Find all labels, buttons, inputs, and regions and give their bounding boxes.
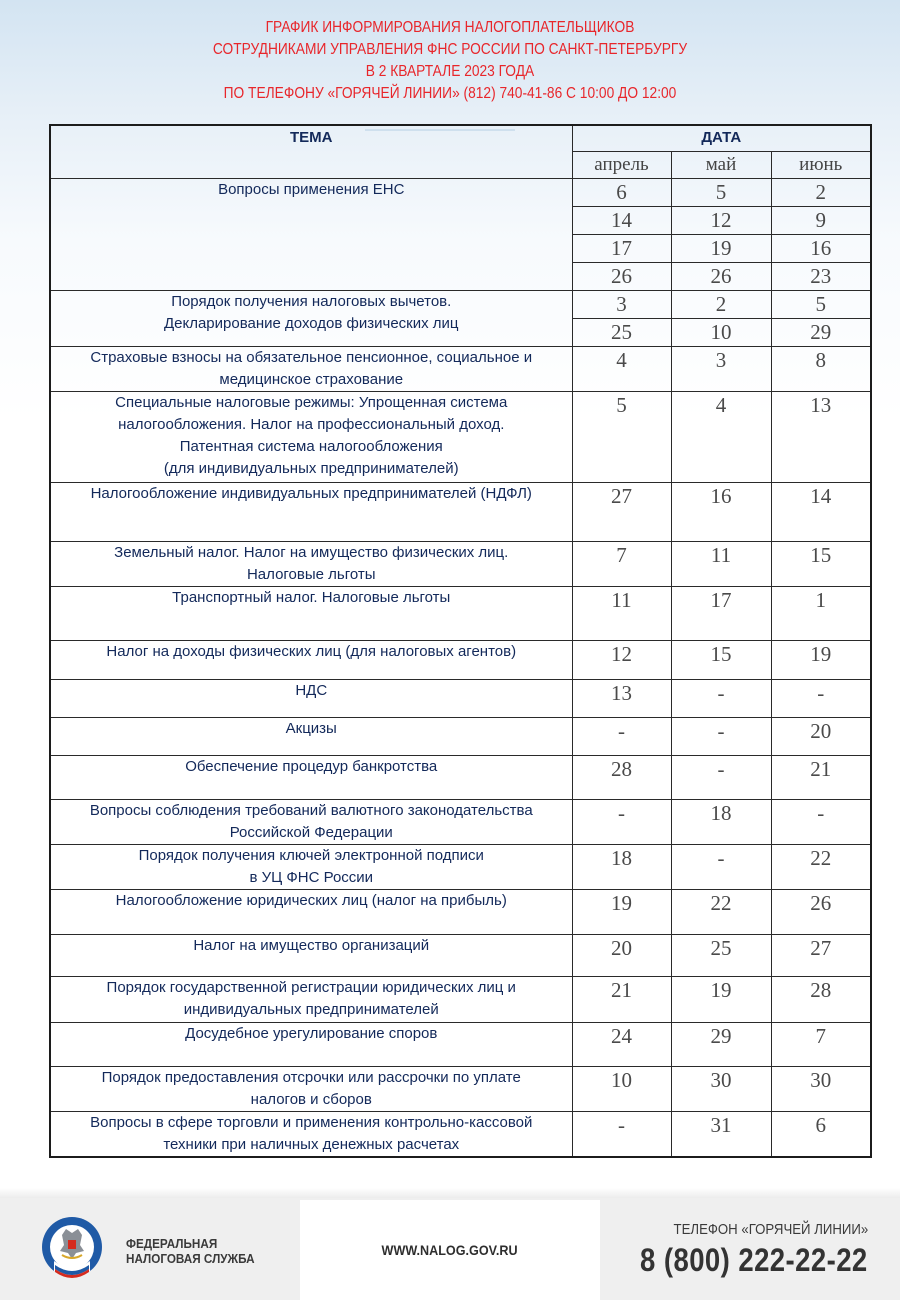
date-cell-may: 12 — [671, 206, 771, 234]
table-row — [50, 640, 871, 679]
topic-cell — [50, 844, 572, 889]
date-cell-may: 3 — [671, 346, 771, 391]
date-cell-april: - — [572, 799, 671, 844]
date-cell-june: 15 — [771, 541, 871, 586]
topic-cell — [50, 1066, 572, 1111]
table-row — [50, 755, 871, 799]
header-decoration-line — [365, 129, 515, 131]
org-name-line2: НАЛОГОВАЯ СЛУЖБА — [126, 1251, 255, 1266]
topic-cell — [50, 934, 572, 976]
topic-line: Земельный налог. Налог на имущество физических лиц. — [114, 543, 509, 561]
topic-line: Страховые взносы на обязательное пенсионное, социальное и — [90, 348, 533, 366]
date-cell-april: - — [572, 1111, 671, 1157]
topic-line: Порядок предоставления отсрочки или рассрочки по уплате — [101, 1068, 521, 1086]
topic-cell — [50, 391, 572, 482]
topic-line: в УЦ ФНС России — [249, 868, 374, 886]
date-cell-may: 11 — [671, 541, 771, 586]
date-cell-april: 3 — [572, 290, 671, 318]
date-cell-may: 15 — [671, 640, 771, 679]
table-row — [50, 586, 871, 640]
date-cell-june: - — [771, 799, 871, 844]
date-cell-may: 5 — [671, 178, 771, 206]
topic-line: (для индивидуальных предпринимателей) — [163, 459, 459, 477]
table-row — [50, 1111, 871, 1157]
date-cell-june: 20 — [771, 717, 871, 755]
date-cell-april: 6 — [572, 178, 671, 206]
date-cell-april: 17 — [572, 234, 671, 262]
date-cell-april: 12 — [572, 640, 671, 679]
topic-line: Декларирование доходов физических лиц — [163, 314, 459, 332]
date-cell-may: 26 — [671, 262, 771, 290]
title-line-1: ГРАФИК ИНФОРМИРОВАНИЯ НАЛОГОПЛАТЕЛЬЩИКОВ — [265, 19, 635, 36]
footer — [0, 1198, 900, 1300]
date-cell-may: - — [671, 679, 771, 717]
topic-line: Порядок получения ключей электронной подписи — [138, 846, 484, 864]
table-row — [50, 1022, 871, 1066]
date-cell-june: 7 — [771, 1022, 871, 1066]
topic-cell — [50, 889, 572, 934]
column-header-date: ДАТА — [572, 125, 871, 151]
title-line-3: В 2 КВАРТАЛЕ 2023 ГОДА — [365, 63, 535, 80]
fns-emblem-icon — [40, 1215, 104, 1283]
date-cell-may: 4 — [671, 391, 771, 482]
table-row — [50, 482, 871, 541]
date-cell-april: 21 — [572, 976, 671, 1022]
topic-line: Патентная система налогообложения — [179, 437, 443, 455]
topic-line: Налоговые льготы — [246, 565, 376, 583]
topic-line: Вопросы в сфере торговли и применения контрольно-кассовой — [90, 1113, 533, 1131]
topic-cell — [50, 1111, 572, 1157]
date-cell-june: 30 — [771, 1066, 871, 1111]
date-cell-june: 23 — [771, 262, 871, 290]
table-row — [50, 976, 871, 1022]
table-row — [50, 391, 871, 482]
topic-cell — [50, 976, 572, 1022]
table-row — [50, 844, 871, 889]
date-cell-june: 27 — [771, 934, 871, 976]
topic-line: техники при наличных денежных расчетах — [163, 1135, 460, 1153]
footer-hotline-block — [600, 1198, 900, 1300]
topic-line: Специальные налоговые режимы: Упрощенная система — [115, 393, 508, 411]
date-cell-june: 9 — [771, 206, 871, 234]
date-cell-may: 17 — [671, 586, 771, 640]
topic-line: Обеспечение процедур банкротства — [185, 757, 438, 775]
topic-line: Акцизы — [285, 719, 337, 737]
column-header-topic: ТЕМА — [50, 125, 572, 178]
date-cell-june: 26 — [771, 889, 871, 934]
date-cell-june: 1 — [771, 586, 871, 640]
date-cell-june: 5 — [771, 290, 871, 318]
date-cell-may: - — [671, 755, 771, 799]
topic-cell — [50, 679, 572, 717]
date-cell-june: 13 — [771, 391, 871, 482]
table-row — [50, 717, 871, 755]
date-cell-june: 16 — [771, 234, 871, 262]
date-cell-may: 29 — [671, 1022, 771, 1066]
title-line-4: ПО ТЕЛЕФОНУ «ГОРЯЧЕЙ ЛИНИИ» (812) 740-41-86 С 10:00 ДО 12:00 — [223, 85, 677, 102]
date-cell-april: 27 — [572, 482, 671, 541]
org-name — [126, 1236, 255, 1266]
date-cell-june: 8 — [771, 346, 871, 391]
date-cell-may: - — [671, 717, 771, 755]
date-cell-may: 22 — [671, 889, 771, 934]
table-row — [50, 541, 871, 586]
topic-cell — [50, 640, 572, 679]
title-line-2: СОТРУДНИКАМИ УПРАВЛЕНИЯ ФНС РОССИИ ПО САНКТ-ПЕТЕРБУРГУ — [212, 41, 688, 58]
topic-line: Порядок получения налоговых вычетов. — [171, 292, 452, 310]
date-cell-april: 18 — [572, 844, 671, 889]
topic-cell — [50, 541, 572, 586]
month-june: июнь — [771, 151, 871, 178]
topic-line: индивидуальных предпринимателей — [183, 1000, 439, 1018]
table-row — [50, 679, 871, 717]
hotline-phone[interactable]: 8 (800) 222-22-22 — [640, 1242, 868, 1278]
topic-line: Порядок государственной регистрации юридических лиц и — [106, 978, 516, 996]
date-cell-june: 19 — [771, 640, 871, 679]
topic-cell — [50, 290, 572, 346]
date-cell-april: 11 — [572, 586, 671, 640]
date-cell-april: 13 — [572, 679, 671, 717]
month-may: май — [671, 151, 771, 178]
topic-line: Транспортный налог. Налоговые льготы — [172, 588, 451, 606]
date-cell-may: 19 — [671, 234, 771, 262]
schedule-table — [49, 124, 872, 1158]
date-cell-may: 19 — [671, 976, 771, 1022]
date-cell-june: 14 — [771, 482, 871, 541]
topic-line: Досудебное урегулирование споров — [185, 1024, 438, 1042]
date-cell-april: 4 — [572, 346, 671, 391]
date-cell-may: 31 — [671, 1111, 771, 1157]
date-cell-may: 10 — [671, 318, 771, 346]
topic-line: Вопросы применения ЕНС — [218, 180, 405, 198]
footer-org-block — [0, 1198, 300, 1300]
month-april: апрель — [572, 151, 671, 178]
topic-line: налогообложения. Налог на профессиональный доход. — [118, 415, 505, 433]
date-cell-april: 10 — [572, 1066, 671, 1111]
date-cell-may: 16 — [671, 482, 771, 541]
date-cell-april: 24 — [572, 1022, 671, 1066]
date-cell-april: 19 — [572, 889, 671, 934]
date-cell-june: 29 — [771, 318, 871, 346]
topic-line: Российской Федерации — [229, 823, 393, 841]
topic-line: Налогообложение индивидуальных предпринимателей (НДФЛ) — [90, 484, 532, 502]
date-cell-april: 14 — [572, 206, 671, 234]
date-cell-june: 21 — [771, 755, 871, 799]
date-cell-april: 7 — [572, 541, 671, 586]
table-row — [50, 346, 871, 391]
date-cell-april: 20 — [572, 934, 671, 976]
date-cell-june: 2 — [771, 178, 871, 206]
topic-line: налогов и сборов — [250, 1090, 372, 1108]
topic-cell — [50, 346, 572, 391]
date-cell-may: 18 — [671, 799, 771, 844]
page-title — [63, 17, 837, 105]
topic-line: Вопросы соблюдения требований валютного законодательства — [89, 801, 533, 819]
hotline-label: ТЕЛЕФОН «ГОРЯЧЕЙ ЛИНИИ» — [673, 1221, 868, 1238]
topic-cell — [50, 717, 572, 755]
website-link[interactable]: WWW.NALOG.GOV.RU — [381, 1242, 519, 1258]
date-cell-april: 25 — [572, 318, 671, 346]
date-cell-june: 6 — [771, 1111, 871, 1157]
org-name-line1: ФЕДЕРАЛЬНАЯ — [126, 1236, 218, 1251]
date-cell-may: - — [671, 844, 771, 889]
date-cell-june: 28 — [771, 976, 871, 1022]
topic-line: медицинское страхование — [219, 370, 404, 388]
date-cell-april: 26 — [572, 262, 671, 290]
date-cell-june: - — [771, 679, 871, 717]
topic-cell — [50, 755, 572, 799]
date-cell-april: - — [572, 717, 671, 755]
topic-cell — [50, 1022, 572, 1066]
table-row — [50, 1066, 871, 1111]
table-row — [50, 290, 871, 318]
date-cell-may: 2 — [671, 290, 771, 318]
date-cell-april: 5 — [572, 391, 671, 482]
table-row — [50, 799, 871, 844]
table-row — [50, 178, 871, 206]
topic-cell — [50, 799, 572, 844]
date-cell-june: 22 — [771, 844, 871, 889]
topic-line: Налог на имущество организаций — [193, 936, 430, 954]
topic-line: Налогообложение юридических лиц (налог на прибыль) — [115, 891, 507, 909]
topic-cell — [50, 586, 572, 640]
topic-line: НДС — [295, 681, 328, 699]
table-row — [50, 934, 871, 976]
footer-website-block — [300, 1200, 600, 1300]
topic-cell — [50, 482, 572, 541]
table-row — [50, 889, 871, 934]
topic-line: Налог на доходы физических лиц (для налоговых агентов) — [106, 642, 517, 660]
date-cell-april: 28 — [572, 755, 671, 799]
date-cell-may: 30 — [671, 1066, 771, 1111]
date-cell-may: 25 — [671, 934, 771, 976]
topic-cell — [50, 178, 572, 290]
